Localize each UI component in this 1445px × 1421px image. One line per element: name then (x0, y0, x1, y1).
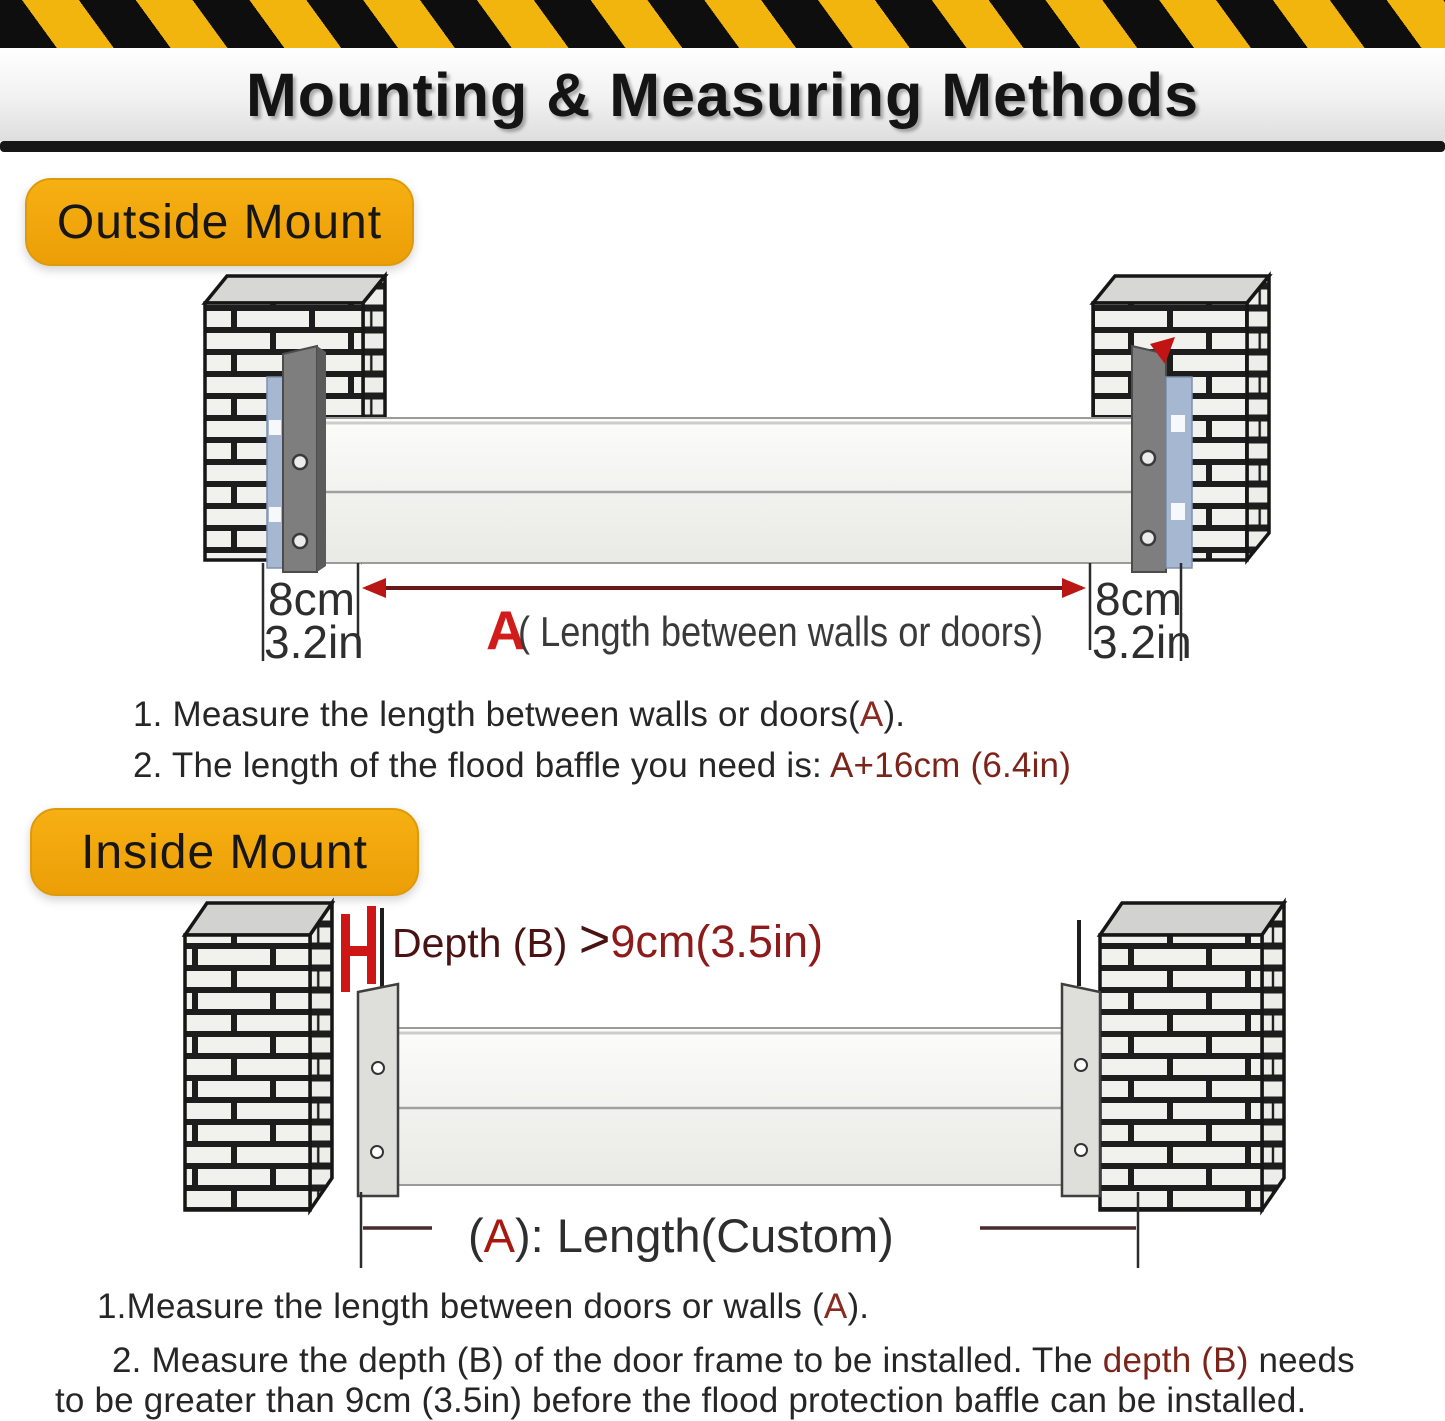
screw-hole (371, 1146, 383, 1158)
screw-hole (1141, 451, 1155, 465)
inside-step-2-line2 (55, 1381, 1306, 1421)
brick-pillar-left (185, 903, 332, 1210)
inside-mount-badge-label: Inside Mount (81, 825, 368, 879)
span-label: ( Length between walls or doors) (518, 608, 1043, 655)
pillar-front-face (1100, 935, 1262, 1210)
screw-hole (372, 1062, 384, 1074)
screw-hole (1141, 531, 1155, 545)
depth-label: Depth (B) (392, 920, 579, 966)
greater-than-sign: > (578, 909, 611, 969)
outside-mount-badge-label: Outside Mount (56, 195, 383, 249)
mounting-bracket-left (267, 346, 326, 572)
screw-hole (293, 534, 307, 548)
depth-bar (367, 906, 376, 984)
pillar-front-face (185, 935, 310, 1210)
seal-strip-right (1166, 377, 1192, 568)
seal-dot (269, 420, 281, 435)
outside-mount-badge (25, 178, 414, 266)
dimension-inside (361, 1192, 1138, 1268)
offset-label-right-cm: 8cm (1095, 573, 1182, 625)
inside-step-1 (97, 1287, 869, 1327)
barrier-panels (318, 418, 1144, 563)
arrowhead-left (362, 578, 386, 598)
step-text: 2. The length of the flood baffle you need is: (133, 746, 830, 785)
flood-barrier (318, 418, 1144, 563)
inside-step-2-line1 (112, 1341, 1355, 1381)
seal-strip-left (267, 377, 283, 568)
step-text: to be greater than 9cm (3.5in) before the flood protection baffle can be installed. (55, 1381, 1307, 1420)
step-depth-b: depth (B) (1102, 1341, 1249, 1380)
outside-mount-diagram (0, 255, 1445, 665)
screw-hole (1075, 1059, 1087, 1071)
screw-hole (293, 455, 307, 469)
step-letter-a: A (823, 1287, 848, 1326)
flood-barrier (396, 1028, 1064, 1185)
pillar-top-face (185, 903, 332, 935)
offset-label-left-in: 3.2in (264, 616, 364, 665)
offset-label-left-cm: 8cm (268, 573, 355, 625)
title-underline-bar (0, 141, 1445, 152)
inside-mount-diagram (0, 895, 1445, 1280)
dimension-outside (263, 563, 1192, 665)
hazard-stripe-banner (0, 0, 1445, 48)
pillar-side-face (1262, 903, 1284, 1210)
step-text: needs (1248, 1341, 1355, 1380)
arrowhead-right (1062, 578, 1086, 598)
seal-dot (1171, 503, 1185, 520)
page-title: Mounting & Measuring Methods (245, 60, 1200, 129)
pillar-top-face (1093, 276, 1269, 303)
span-letter-a: A (486, 599, 526, 661)
step-text: 1.Measure the length between doors or walls ( (97, 1287, 824, 1326)
inside-mount-badge (30, 808, 419, 896)
step-text: ). (847, 1287, 870, 1326)
step-formula: A+16cm (6.4in) (829, 746, 1072, 785)
bracket-pin (380, 908, 384, 988)
bracket-pin (1077, 920, 1081, 986)
length-letter-a: A (483, 1209, 516, 1262)
mounting-bracket-right (1062, 920, 1100, 1196)
step-letter-a: A (859, 695, 884, 734)
length-annotation (468, 1209, 894, 1262)
mounting-bracket-left (358, 984, 398, 1196)
step-text: ). (883, 695, 906, 734)
offset-label-right-in: 3.2in (1092, 616, 1192, 665)
depth-crossbar (341, 946, 376, 956)
depth-annotation (392, 909, 823, 969)
barrier-panels (396, 1028, 1064, 1185)
seal-dot (269, 507, 281, 522)
length-open-paren: ( (468, 1209, 484, 1262)
step-text: 1. Measure the length between walls or doors( (133, 695, 860, 734)
pillar-top-face (205, 276, 385, 303)
pillar-top-face (1100, 903, 1284, 935)
seal-dot (1171, 415, 1185, 432)
outside-step-2 (133, 746, 1071, 786)
bracket-front (1062, 984, 1100, 1196)
screw-hole (1075, 1144, 1087, 1156)
depth-indicator (341, 906, 384, 992)
step-text: 2. Measure the depth (B) of the door frame to be installed. The (112, 1341, 1103, 1380)
outside-step-1 (133, 695, 905, 735)
bracket-side (317, 346, 326, 572)
title-band (0, 48, 1445, 141)
pillar-side-face (1247, 276, 1269, 560)
depth-value: 9cm(3.5in) (610, 916, 823, 967)
length-label: ): Length(Custom) (515, 1209, 894, 1262)
pillar-side-face (310, 903, 332, 1210)
bracket-front (358, 984, 398, 1196)
brick-pillar-right (1100, 903, 1284, 1210)
